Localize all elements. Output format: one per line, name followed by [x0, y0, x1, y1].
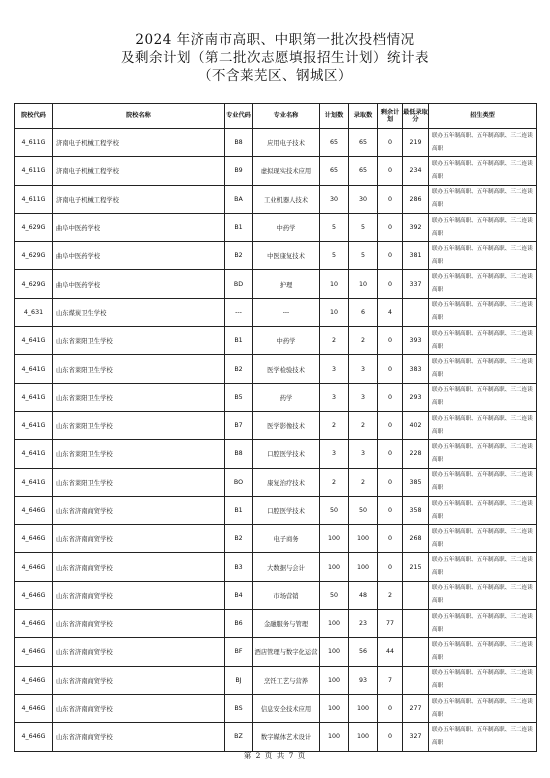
cell-min-score: 337 [403, 270, 429, 298]
cell-school-name: 山东省莱阳卫生学校 [53, 327, 225, 355]
cell-school-code: 4_641G [15, 468, 53, 496]
cell-major-code: B2 [225, 525, 253, 553]
cell-remaining: 0 [378, 694, 403, 722]
cell-admitted: 3 [349, 383, 378, 411]
cell-school-code: 4_646G [15, 723, 53, 751]
table-header-row [15, 104, 537, 129]
cell-min-score: 219 [403, 129, 429, 157]
cell-admitted: 23 [349, 610, 378, 638]
cell-school-name: 山东省济南商贸学校 [53, 666, 225, 694]
table-row [15, 129, 537, 157]
cell-major-name: 金融服务与管理 [253, 610, 320, 638]
cell-major-code: BO [225, 468, 253, 496]
cell-enroll-type: 联办五年制高职、五年制高职、三二连读高职 [429, 270, 537, 298]
cell-plan: 30 [320, 185, 349, 213]
cell-major-name: 大数据与会计 [253, 553, 320, 581]
table-row [15, 525, 537, 553]
cell-enroll-type: 联办五年制高职、五年制高职、三二连读高职 [429, 157, 537, 185]
cell-plan: 3 [320, 440, 349, 468]
cell-major-code: BF [225, 638, 253, 666]
table-row [15, 694, 537, 722]
cell-major-name: 口腔医学技术 [253, 496, 320, 524]
cell-min-score [403, 666, 429, 694]
cell-school-name: 山东省莱阳卫生学校 [53, 440, 225, 468]
cell-plan: 3 [320, 355, 349, 383]
cell-major-code: B5 [225, 383, 253, 411]
cell-major-code: B4 [225, 581, 253, 609]
cell-admitted: 56 [349, 638, 378, 666]
cell-school-code: 4_611G [15, 185, 53, 213]
cell-enroll-type: 联办五年制高职、五年制高职、三二连读高职 [429, 298, 537, 326]
cell-school-code: 4_646G [15, 581, 53, 609]
cell-admitted: 65 [349, 157, 378, 185]
table-row [15, 298, 537, 326]
table-body [15, 129, 537, 752]
cell-admitted: 93 [349, 666, 378, 694]
cell-plan: 2 [320, 411, 349, 439]
table-row [15, 270, 537, 298]
cell-enroll-type: 联办五年制高职、五年制高职、三二连读高职 [429, 185, 537, 213]
cell-school-code: 4_646G [15, 496, 53, 524]
cell-major-name: 医学检验技术 [253, 355, 320, 383]
cell-school-name: 山东省莱阳卫生学校 [53, 355, 225, 383]
header-enroll-type: 招生类型 [429, 104, 537, 129]
table-row [15, 383, 537, 411]
cell-min-score: 268 [403, 525, 429, 553]
cell-major-code: --- [225, 298, 253, 326]
cell-plan: 100 [320, 694, 349, 722]
cell-plan: 10 [320, 270, 349, 298]
cell-school-name: 山东省莱阳卫生学校 [53, 383, 225, 411]
cell-major-code: B1 [225, 496, 253, 524]
cell-school-name: 山东省莱阳卫生学校 [53, 468, 225, 496]
cell-remaining: 7 [378, 666, 403, 694]
table-row [15, 666, 537, 694]
cell-admitted: 100 [349, 723, 378, 751]
cell-plan: 100 [320, 553, 349, 581]
cell-school-name: 山东省济南商贸学校 [53, 553, 225, 581]
cell-min-score: 293 [403, 383, 429, 411]
cell-enroll-type: 联办五年制高职、五年制高职、三二连读高职 [429, 411, 537, 439]
cell-min-score [403, 581, 429, 609]
cell-enroll-type: 联办五年制高职、五年制高职、三二连读高职 [429, 355, 537, 383]
cell-remaining: 0 [378, 553, 403, 581]
cell-major-name: 市场营销 [253, 581, 320, 609]
cell-plan: 65 [320, 157, 349, 185]
cell-school-name: 山东省济南商贸学校 [53, 610, 225, 638]
cell-school-code: 4_631 [15, 298, 53, 326]
cell-major-code: B8 [225, 440, 253, 468]
cell-school-code: 4_646G [15, 666, 53, 694]
table-row [15, 581, 537, 609]
cell-admitted: 100 [349, 525, 378, 553]
cell-major-code: BA [225, 185, 253, 213]
table-row [15, 638, 537, 666]
cell-admitted: 50 [349, 496, 378, 524]
cell-plan: 100 [320, 638, 349, 666]
cell-major-code: B1 [225, 213, 253, 241]
header-school-code: 院校代码 [15, 104, 53, 129]
cell-major-name: 酒店管理与数字化运营 [253, 638, 320, 666]
cell-admitted: 3 [349, 440, 378, 468]
cell-major-code: B8 [225, 129, 253, 157]
cell-remaining: 0 [378, 355, 403, 383]
cell-major-name: 药学 [253, 383, 320, 411]
cell-major-name: 应用电子技术 [253, 129, 320, 157]
cell-major-name: 口腔医学技术 [253, 440, 320, 468]
cell-remaining: 4 [378, 298, 403, 326]
cell-school-name: 山东省济南商贸学校 [53, 581, 225, 609]
cell-major-name: 电子商务 [253, 525, 320, 553]
cell-major-name: 工业机器人技术 [253, 185, 320, 213]
cell-enroll-type: 联办五年制高职、五年制高职、三二连读高职 [429, 723, 537, 751]
table-row [15, 468, 537, 496]
cell-remaining: 77 [378, 610, 403, 638]
cell-major-code: B7 [225, 411, 253, 439]
header-school-name: 院校名称 [53, 104, 225, 129]
cell-plan: 5 [320, 242, 349, 270]
cell-major-code: B1 [225, 327, 253, 355]
table-row [15, 242, 537, 270]
cell-school-name: 济南电子机械工程学校 [53, 157, 225, 185]
header-major-code: 专业代码 [225, 104, 253, 129]
cell-enroll-type: 联办五年制高职、五年制高职、三二连读高职 [429, 383, 537, 411]
table-row [15, 553, 537, 581]
cell-plan: 5 [320, 213, 349, 241]
cell-min-score: 215 [403, 553, 429, 581]
cell-admitted: 65 [349, 129, 378, 157]
cell-min-score [403, 298, 429, 326]
cell-major-name: 数字媒体艺术设计 [253, 723, 320, 751]
cell-enroll-type: 联办五年制高职、五年制高职、三二连读高职 [429, 610, 537, 638]
cell-min-score: 402 [403, 411, 429, 439]
cell-remaining: 0 [378, 440, 403, 468]
cell-remaining: 0 [378, 129, 403, 157]
cell-enroll-type: 联办五年制高职、五年制高职、三二连读高职 [429, 638, 537, 666]
cell-school-name: 山东省莱阳卫生学校 [53, 411, 225, 439]
cell-admitted: 2 [349, 327, 378, 355]
table-row [15, 213, 537, 241]
cell-admitted: 6 [349, 298, 378, 326]
cell-plan: 3 [320, 383, 349, 411]
cell-min-score: 358 [403, 496, 429, 524]
cell-min-score: 383 [403, 355, 429, 383]
cell-enroll-type: 联办五年制高职、五年制高职、三二连读高职 [429, 213, 537, 241]
cell-plan: 100 [320, 610, 349, 638]
cell-school-code: 4_611G [15, 129, 53, 157]
cell-admitted: 30 [349, 185, 378, 213]
cell-admitted: 5 [349, 213, 378, 241]
cell-remaining: 0 [378, 411, 403, 439]
cell-school-code: 4_641G [15, 383, 53, 411]
cell-major-name: 中医康复技术 [253, 242, 320, 270]
cell-school-name: 曲阜中医药学校 [53, 213, 225, 241]
cell-school-name: 山东省济南商贸学校 [53, 525, 225, 553]
cell-school-code: 4_646G [15, 553, 53, 581]
cell-enroll-type: 联办五年制高职、五年制高职、三二连读高职 [429, 468, 537, 496]
cell-min-score [403, 610, 429, 638]
cell-major-code: B2 [225, 355, 253, 383]
cell-major-name: 虚拟现实技术应用 [253, 157, 320, 185]
cell-major-code: B6 [225, 610, 253, 638]
page-footer: 第 2 页 共 7 页 [243, 751, 307, 760]
cell-admitted: 10 [349, 270, 378, 298]
cell-school-name: 济南电子机械工程学校 [53, 185, 225, 213]
cell-remaining: 0 [378, 496, 403, 524]
table-row [15, 723, 537, 751]
cell-admitted: 5 [349, 242, 378, 270]
cell-plan: 100 [320, 666, 349, 694]
cell-min-score: 385 [403, 468, 429, 496]
cell-school-code: 4_646G [15, 694, 53, 722]
cell-min-score: 234 [403, 157, 429, 185]
cell-enroll-type: 联办五年制高职、五年制高职、三二连读高职 [429, 666, 537, 694]
cell-school-code: 4_629G [15, 213, 53, 241]
cell-remaining: 0 [378, 723, 403, 751]
cell-school-name: 曲阜中医药学校 [53, 242, 225, 270]
cell-remaining: 0 [378, 242, 403, 270]
cell-enroll-type: 联办五年制高职、五年制高职、三二连读高职 [429, 129, 537, 157]
cell-major-code: BD [225, 270, 253, 298]
cell-school-name: 山东省济南商贸学校 [53, 496, 225, 524]
cell-major-code: BJ [225, 666, 253, 694]
cell-school-name: 山东省济南商贸学校 [53, 723, 225, 751]
cell-admitted: 2 [349, 468, 378, 496]
cell-enroll-type: 联办五年制高职、五年制高职、三二连读高职 [429, 525, 537, 553]
cell-school-name: 山东省济南商贸学校 [53, 638, 225, 666]
cell-plan: 10 [320, 298, 349, 326]
cell-min-score: 393 [403, 327, 429, 355]
cell-admitted: 48 [349, 581, 378, 609]
header-plan: 计划数 [320, 104, 349, 129]
cell-min-score: 381 [403, 242, 429, 270]
table-row [15, 440, 537, 468]
cell-major-name: 中药学 [253, 327, 320, 355]
table-row [15, 185, 537, 213]
cell-major-name: 烹饪工艺与营养 [253, 666, 320, 694]
cell-major-name: 医学影像技术 [253, 411, 320, 439]
cell-major-name: 康复治疗技术 [253, 468, 320, 496]
table-row [15, 355, 537, 383]
cell-school-name: 山东煤炭卫生学校 [53, 298, 225, 326]
cell-admitted: 100 [349, 694, 378, 722]
cell-major-code: BS [225, 694, 253, 722]
cell-major-name: 护理 [253, 270, 320, 298]
table-row [15, 157, 537, 185]
cell-school-name: 济南电子机械工程学校 [53, 129, 225, 157]
cell-admitted: 100 [349, 553, 378, 581]
cell-remaining: 0 [378, 468, 403, 496]
cell-remaining: 44 [378, 638, 403, 666]
cell-enroll-type: 联办五年制高职、五年制高职、三二连读高职 [429, 694, 537, 722]
cell-enroll-type: 联办五年制高职、五年制高职、三二连读高职 [429, 440, 537, 468]
cell-remaining: 0 [378, 270, 403, 298]
header-min-score: 最低录取分 [403, 104, 429, 129]
cell-enroll-type: 联办五年制高职、五年制高职、三二连读高职 [429, 496, 537, 524]
cell-plan: 2 [320, 327, 349, 355]
cell-major-code: BZ [225, 723, 253, 751]
cell-remaining: 2 [378, 581, 403, 609]
cell-remaining: 0 [378, 213, 403, 241]
cell-plan: 65 [320, 129, 349, 157]
cell-min-score: 277 [403, 694, 429, 722]
page-title-line-3: （不含莱芜区、钢城区） [198, 68, 352, 84]
page-title-line-2: 及剩余计划（第二批次志愿填报招生计划）统计表 [121, 50, 429, 66]
cell-school-code: 4_646G [15, 525, 53, 553]
cell-major-code: B3 [225, 553, 253, 581]
cell-plan: 100 [320, 525, 349, 553]
cell-school-code: 4_641G [15, 440, 53, 468]
cell-remaining: 0 [378, 157, 403, 185]
cell-school-code: 4_629G [15, 270, 53, 298]
table-row [15, 327, 537, 355]
cell-major-name: 信息安全技术应用 [253, 694, 320, 722]
cell-major-code: B9 [225, 157, 253, 185]
header-major-name: 专业名称 [253, 104, 320, 129]
cell-school-name: 曲阜中医药学校 [53, 270, 225, 298]
cell-remaining: 0 [378, 525, 403, 553]
cell-school-code: 4_646G [15, 638, 53, 666]
cell-enroll-type: 联办五年制高职、五年制高职、三二连读高职 [429, 327, 537, 355]
cell-enroll-type: 联办五年制高职、五年制高职、三二连读高职 [429, 242, 537, 270]
cell-plan: 50 [320, 496, 349, 524]
page-title-line-1: 2024 年济南市高职、中职第一批次投档情况 [135, 32, 415, 48]
cell-admitted: 3 [349, 355, 378, 383]
cell-major-code: B2 [225, 242, 253, 270]
cell-major-name: 中药学 [253, 213, 320, 241]
table-row [15, 496, 537, 524]
cell-remaining: 0 [378, 185, 403, 213]
cell-min-score: 327 [403, 723, 429, 751]
admission-table [14, 103, 537, 752]
cell-plan: 2 [320, 468, 349, 496]
cell-min-score: 392 [403, 213, 429, 241]
cell-remaining: 0 [378, 327, 403, 355]
cell-school-code: 4_611G [15, 157, 53, 185]
cell-min-score [403, 638, 429, 666]
cell-school-code: 4_641G [15, 355, 53, 383]
cell-school-code: 4_629G [15, 242, 53, 270]
cell-school-code: 4_641G [15, 327, 53, 355]
cell-enroll-type: 联办五年制高职、五年制高职、三二连读高职 [429, 581, 537, 609]
cell-school-code: 4_646G [15, 610, 53, 638]
cell-min-score: 228 [403, 440, 429, 468]
table-row [15, 610, 537, 638]
cell-remaining: 0 [378, 383, 403, 411]
table-row [15, 411, 537, 439]
cell-school-code: 4_641G [15, 411, 53, 439]
cell-min-score: 286 [403, 185, 429, 213]
cell-school-name: 山东省济南商贸学校 [53, 694, 225, 722]
cell-major-name: --- [253, 298, 320, 326]
cell-plan: 50 [320, 581, 349, 609]
cell-enroll-type: 联办五年制高职、五年制高职、三二连读高职 [429, 553, 537, 581]
cell-admitted: 2 [349, 411, 378, 439]
header-admitted: 录取数 [349, 104, 378, 129]
cell-plan: 100 [320, 723, 349, 751]
header-remaining: 剩余计划 [378, 104, 403, 129]
